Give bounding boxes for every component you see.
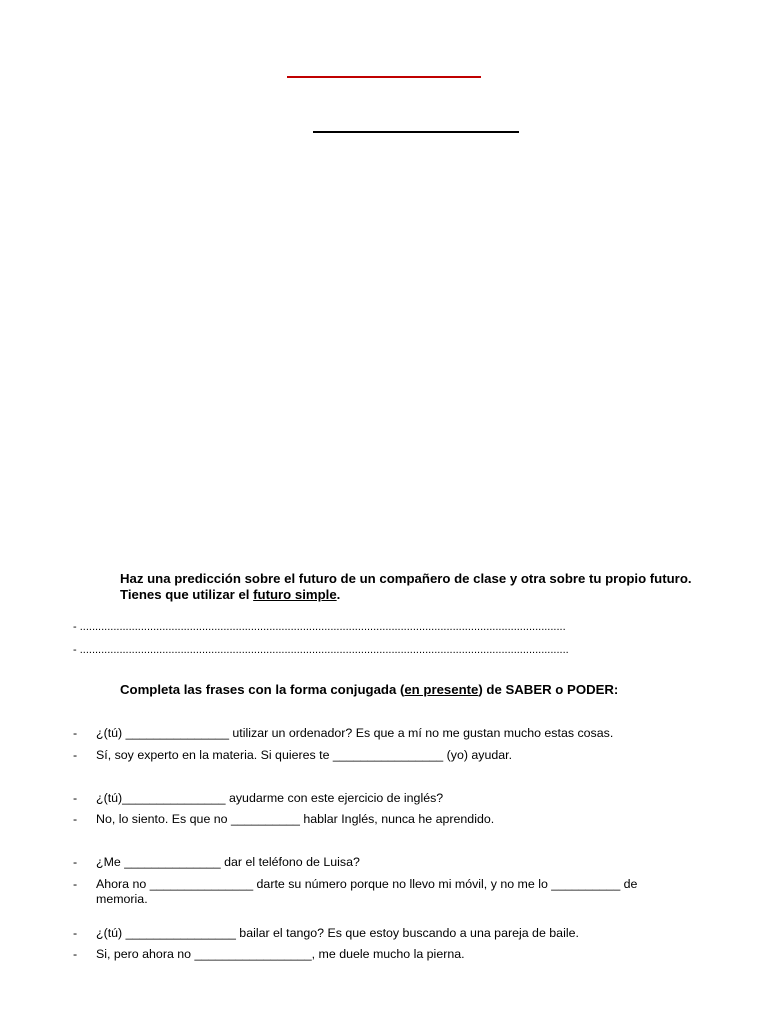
- task2-end: ) de SABER o PODER:: [478, 682, 619, 697]
- subtitle-underline: [313, 131, 519, 133]
- exercise-text[interactable]: No, lo siento. Es que no __________ hablar Inglés, nunca he aprendido.: [96, 812, 495, 826]
- bullet-dash: -: [73, 726, 78, 740]
- bullet-dash: -: [73, 748, 78, 762]
- task-instruction-prediction: [120, 571, 710, 603]
- exercise-text[interactable]: ¿(tú)_______________ ayudarme con este ejercicio de inglés?: [96, 791, 444, 805]
- exercise-text[interactable]: ¿(tú) _______________ utilizar un ordenador? Es que a mí no me gustan mucho estas cosas.: [96, 726, 614, 740]
- bullet-dash: -: [73, 812, 78, 826]
- exercise-text[interactable]: ¿Me ______________ dar el teléfono de Luisa?: [96, 855, 360, 869]
- task-instruction-saber-poder: [120, 682, 720, 698]
- title-underline-red: [287, 76, 481, 78]
- exercise-text[interactable]: Sí, soy experto en la materia. Si quieres te ________________ (yo) ayudar.: [96, 748, 513, 762]
- bullet-dash: -: [73, 877, 78, 891]
- bullet-dash: -: [73, 947, 78, 961]
- exercise-text[interactable]: Ahora no _______________ darte su número porque no llevo mi móvil, y no me lo __________ de memoria.: [96, 877, 638, 906]
- bullet-dash: -: [73, 855, 78, 869]
- answer-line-2[interactable]: - ................................................................................................................................................................: [73, 644, 569, 656]
- task2-underlined-term: en presente: [404, 682, 479, 697]
- task1-text: Haz una predicción sobre el futuro de un compañero de clase y otra sobre tu propio futuro. Tienes que utilizar el: [120, 571, 692, 602]
- task1-underlined-term: futuro simple: [253, 587, 337, 602]
- bullet-dash: -: [73, 926, 78, 940]
- exercise-text[interactable]: Si, pero ahora no _________________, me duele mucho la pierna.: [96, 947, 465, 961]
- task2-text: Completa las frases con la forma conjugada (: [120, 682, 405, 697]
- answer-line-1[interactable]: - ...............................................................................................................................................................: [73, 621, 566, 633]
- exercise-text[interactable]: ¿(tú) ________________ bailar el tango? Es que estoy buscando a una pareja de baile.: [96, 926, 579, 940]
- task1-end: .: [336, 587, 341, 602]
- bullet-dash: -: [73, 791, 78, 805]
